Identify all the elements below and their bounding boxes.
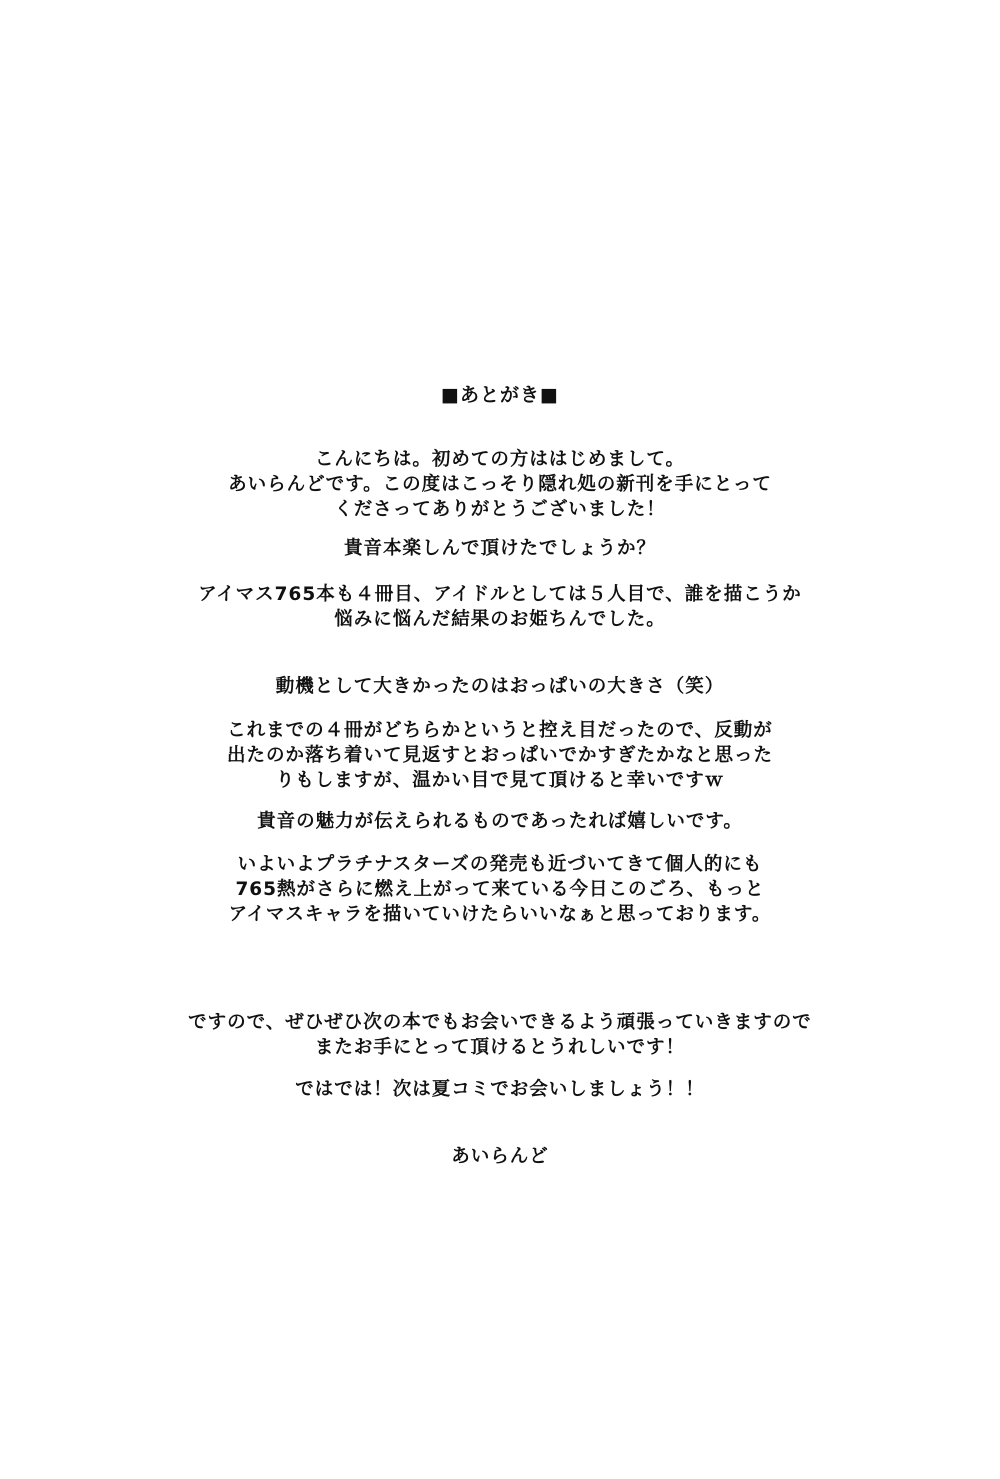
farewell-paragraph [0,1077,1000,1102]
text-line: アイマスキャラを描いていけたらいいなぁと思っております。 [228,904,772,925]
afterword-title: ■あとがき■ [441,384,559,406]
text-line: 貴音本楽しんで頂けたでしょうか？ [343,538,656,559]
reflection-paragraph [0,718,1000,793]
future-paragraph [0,852,1000,927]
text-line: これまでの４冊がどちらかというと控え目だったので、反動が [227,720,773,741]
question-paragraph [0,536,1000,561]
greeting-paragraph [0,447,1000,522]
motive-paragraph [0,674,1000,699]
text-line: 貴音の魅力が伝えられるものであったれば嬉しいです。 [257,811,743,832]
series-paragraph [0,582,1000,632]
text-line: くださってありがとうございました！ [334,499,666,520]
text-line: アイマス765本も４冊目、アイドルとしては５人目で、誰を描こうか [198,584,802,605]
text-line: ですので、ぜひぜひ次の本でもお会いできるよう頑張っていきますので [188,1012,812,1033]
text-line: りもしますが、温かい目で見て頂けると幸いですｗ [275,770,725,791]
text-line: 悩みに悩んだ結果のお姫ちんでした。 [334,609,666,630]
charm-paragraph [0,809,1000,834]
author-signature [0,1144,1000,1169]
text-line: あいらんどです。この度はこっそり隠れ処の新刊を手にとって [228,474,772,495]
text-line: ではでは！次は夏コミでお会いしましょう！！ [295,1079,705,1100]
text-line: 動機として大きかったのはおっぱいの大きさ（笑） [275,676,725,697]
text-line: またお手にとって頂けるとうれしいです！ [314,1037,686,1058]
text-line: こんにちは。初めての方ははじめまして。 [314,449,686,470]
closing-paragraph [0,1010,1000,1060]
text-line: いよいよプラチナスターズの発売も近づいてきて個人的にも [237,854,763,875]
text-line: 765熱がさらに燃え上がって来ている今日このごろ、もっと [235,879,765,900]
text-line: 出たのか落ち着いて見返すとおっぱいでかすぎたかなと思った [226,745,773,766]
author-name: あいらんど [451,1146,549,1167]
